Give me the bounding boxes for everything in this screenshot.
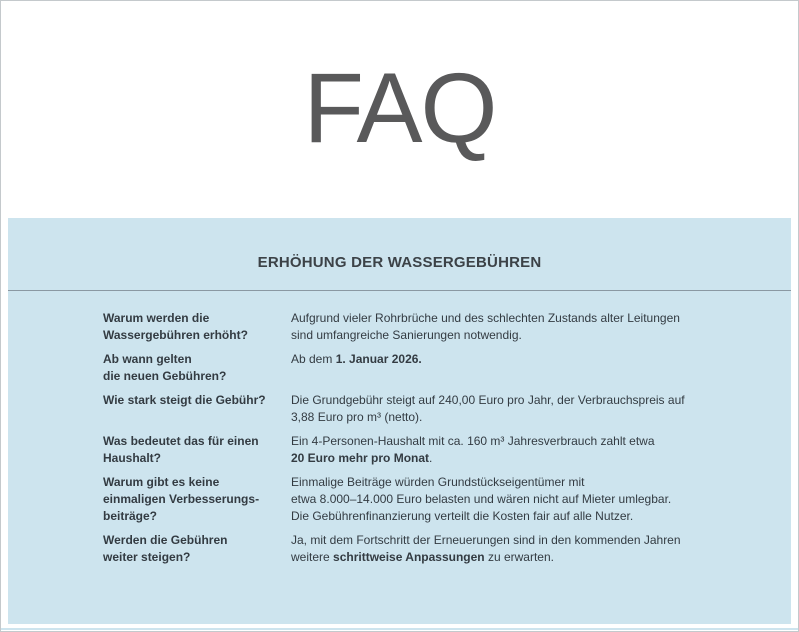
faq-row	[103, 310, 791, 344]
faq-answer: Einmalige Beiträge würden Grundstückseigentümer mit etwa 8.000–14.000 Euro belasten und wären nicht auf Mieter umlegbar. Die Gebührenfinanzierung verteilt die Kosten fair auf alle Nutzer.	[291, 475, 672, 523]
faq-row	[103, 351, 791, 385]
content-band	[8, 218, 791, 624]
faq-answer: Die Grundgebühr steigt auf 240,00 Euro pro Jahr, der Verbrauchspreis auf 3,88 Euro pro m³ (netto).	[291, 393, 685, 424]
faq-question: Ab wann gelten die neuen Gebühren?	[103, 352, 227, 383]
section-heading-bar	[8, 218, 791, 291]
faq-question: Wie stark steigt die Gebühr?	[103, 393, 266, 407]
faq-question: Was bedeutet das für einen Haushalt?	[103, 434, 259, 465]
faq-question: Warum gibt es keine einmaligen Verbesserungs- beiträge?	[103, 475, 260, 523]
faq-row	[103, 532, 791, 566]
faq-row	[103, 433, 791, 467]
faq-row	[103, 474, 791, 525]
faq-question: Warum werden die Wassergebühren erhöht?	[103, 311, 248, 342]
document-header	[1, 1, 798, 218]
faq-row	[103, 392, 791, 426]
faq-question: Werden die Gebühren weiter steigen?	[103, 533, 228, 564]
page-title: FAQ	[303, 52, 496, 163]
section-heading: ERHÖHUNG DER WASSERGEBÜHREN	[257, 253, 542, 271]
faq-answer: Aufgrund vieler Rohrbrüche und des schlechten Zustands alter Leitungen sind umfangreiche Sanierungen notwendig.	[291, 311, 680, 342]
faq-answer: Ein 4-Personen-Haushalt mit ca. 160 m³ Jahresverbrauch zahlt etwa 20 Euro mehr pro Monat.	[291, 434, 655, 465]
faq-answer: Ja, mit dem Fortschritt der Erneuerungen sind in den kommenden Jahren weitere schrittweise Anpassungen zu erwarten.	[291, 533, 681, 564]
faq-answer: Ab dem 1. Januar 2026.	[291, 352, 422, 366]
faq-list	[8, 291, 791, 623]
bottom-section-edge	[1, 628, 798, 630]
